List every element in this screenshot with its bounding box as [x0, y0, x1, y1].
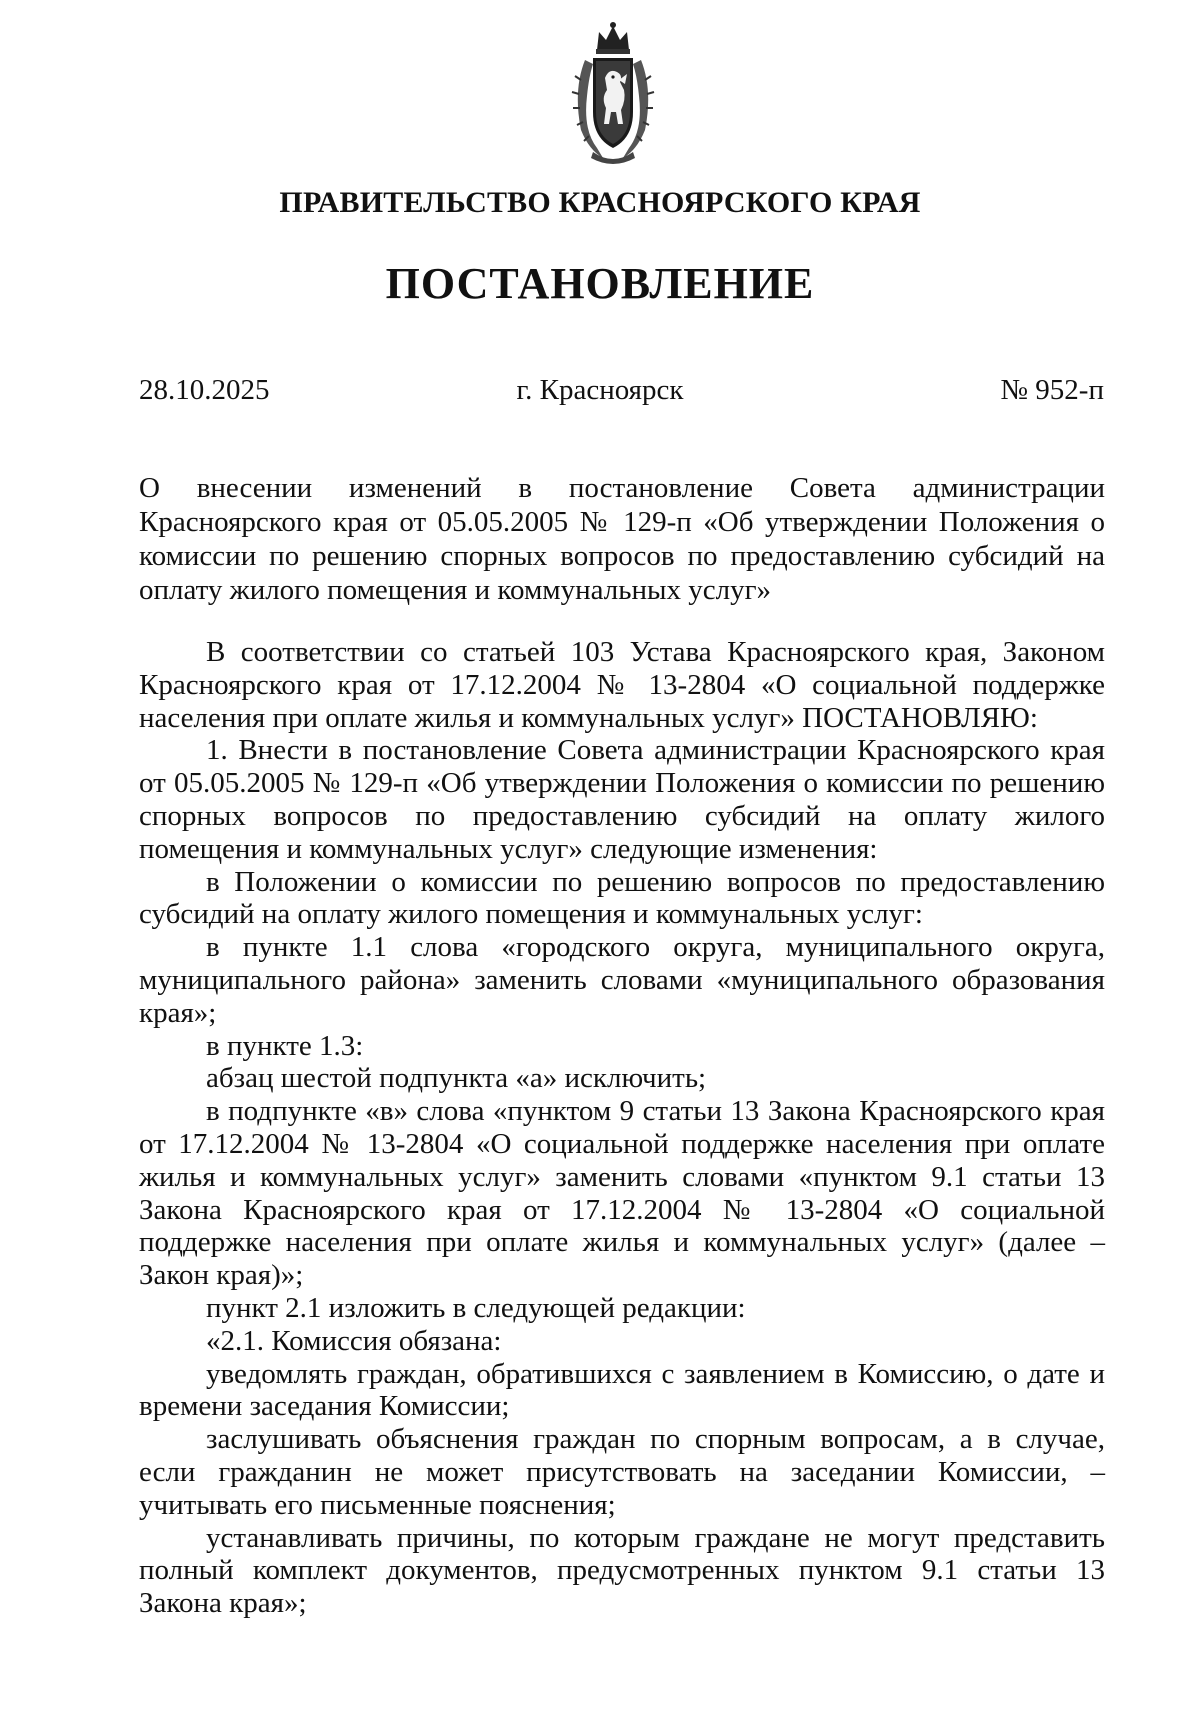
body-paragraph: в Положении о комиссии по решению вопросов по предоставлению субсидий на оплату жилого помещения и коммунальных услуг: [139, 865, 1105, 931]
body-paragraph: уведомлять граждан, обратившихся с заявлением в Комиссию, о дате и времени заседания Комиссии; [139, 1357, 1105, 1423]
body-paragraph: «2.1. Комиссия обязана: [206, 1324, 502, 1357]
body-paragraph: абзац шестой подпункта «а» исключить; [206, 1062, 707, 1095]
organization-name: ПРАВИТЕЛЬСТВО КРАСНОЯРСКОГО КРАЯ [279, 186, 921, 219]
document-title: О внесении изменений в постановление Совета администрации Красноярского края от 05.05.2005 № 129-п «Об утверждении Положения о комиссии по решению спорных вопросов по предоставлению субсидий на оплату жилого помещения и коммунальных услуг» [139, 472, 1105, 606]
body-paragraph: В соответствии со статьей 103 Устава Красноярского края, Законом Красноярского края от 17.12.2004 № 13-2804 «О социальной поддержке населения при оплате жилья и коммунальных услуг» ПОСТАНОВЛЯЮ: [139, 636, 1105, 734]
body-paragraph: в пункте 1.1 слова «городского округа, муниципального округа, муниципального района» заменить словами «муниципального образования края»; [139, 931, 1105, 1029]
document-city: г. Красноярск [516, 374, 684, 406]
coat-of-arms-icon [563, 20, 663, 170]
body-paragraph: 1. Внести в постановление Совета администрации Красноярского края от 05.05.2005 № 129-п «Об утверждении Положения о комиссии по решению спорных вопросов по предоставлению субсидий на оплату жилого помещения и коммунальных услуг» следующие изменения: [139, 734, 1105, 865]
body-paragraph: заслушивать объяснения граждан по спорным вопросам, а в случае, если гражданин не может присутствовать на заседании Комиссии, – учитывать его письменные пояснения; [139, 1423, 1105, 1521]
document-date: 28.10.2025 [139, 374, 270, 406]
body-paragraph: в пункте 1.3: [206, 1029, 364, 1062]
body-paragraph: устанавливать причины, по которым граждане не могут представить полный комплект документов, предусмотренных пунктом 9.1 статьи 13 Закона края»; [139, 1521, 1105, 1620]
document-body [139, 636, 1105, 1620]
body-paragraph: в подпункте «в» слова «пунктом 9 статьи 13 Закона Красноярского края от 17.12.2004 № 13-2804 «О социальной поддержке населения при оплате жилья и коммунальных услуг» заменить словами «пунктом 9.1 статьи 13 Закона Красноярского края от 17.12.2004 № 13-2804 «О социальной поддержке населения при оплате жилья и коммунальных услуг» (далее – Закон края)»; [139, 1095, 1105, 1292]
body-paragraph: пункт 2.1 изложить в следующей редакции: [206, 1291, 746, 1324]
document-type-heading: ПОСТАНОВЛЕНИЕ [385, 259, 815, 308]
document-number: № 952-п [1000, 374, 1104, 406]
